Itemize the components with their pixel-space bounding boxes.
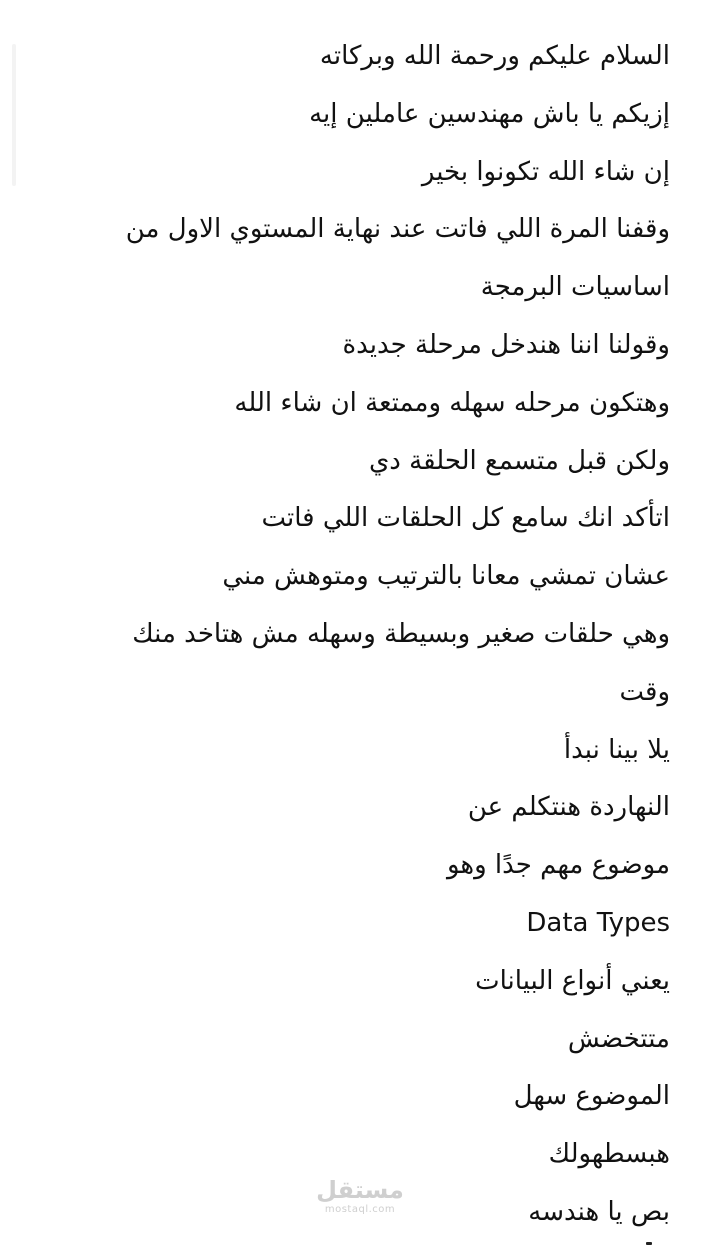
- text-line: النهاردة هنتكلم عن: [467, 792, 670, 823]
- text-line: وهي حلقات صغير وبسيطة وسهله مش هتاخد منك: [132, 618, 670, 649]
- text-line: إن شاء الله تكونوا بخير: [421, 156, 670, 187]
- text-line: موضوع مهم جدًا وهو: [446, 850, 670, 881]
- text-line: اتأكد انك سامع كل الحلقات اللي فاتت: [261, 503, 670, 534]
- text-line: السلام عليكم ورحمة الله وبركاته: [319, 41, 670, 71]
- watermark-latin: mostaql.com: [324, 1204, 396, 1215]
- text-line: وهتكون مرحله سهله وممتعة ان شاء الله: [234, 387, 670, 418]
- watermark-arabic: مستقل: [316, 1176, 404, 1204]
- text-line: وقفنا المرة اللي فاتت عند نهاية المستوي الاول من: [125, 214, 670, 245]
- text-line: اساسيات البرمجة: [480, 272, 670, 303]
- text-line: وقولنا اننا هندخل مرحلة جديدة: [342, 329, 670, 360]
- text-line-english: Data Types: [526, 907, 670, 938]
- text-line: عشان تمشي معانا بالترتيب ومتوهش مني: [222, 561, 670, 592]
- document-body: [70, 28, 670, 1242]
- text-line: بص يا هندسه: [528, 1196, 670, 1227]
- text-line: هبسطهولك: [548, 1139, 670, 1170]
- text-line: يعني أنواع البيانات: [475, 965, 670, 996]
- text-line: الموضوع سهل: [513, 1081, 670, 1112]
- text-line: وقت: [619, 676, 670, 707]
- cut-off-text-mark: [646, 1242, 652, 1245]
- text-line: إزيكم يا باش مهندسين عاملين إيه: [309, 98, 670, 129]
- text-line: متتخضش: [567, 1023, 670, 1054]
- mostaql-watermark: [314, 1176, 406, 1216]
- left-margin-rule: [12, 44, 16, 186]
- text-line: ولكن قبل متسمع الحلقة دي: [368, 445, 670, 476]
- text-line: يلا بينا نبدأ: [563, 734, 670, 765]
